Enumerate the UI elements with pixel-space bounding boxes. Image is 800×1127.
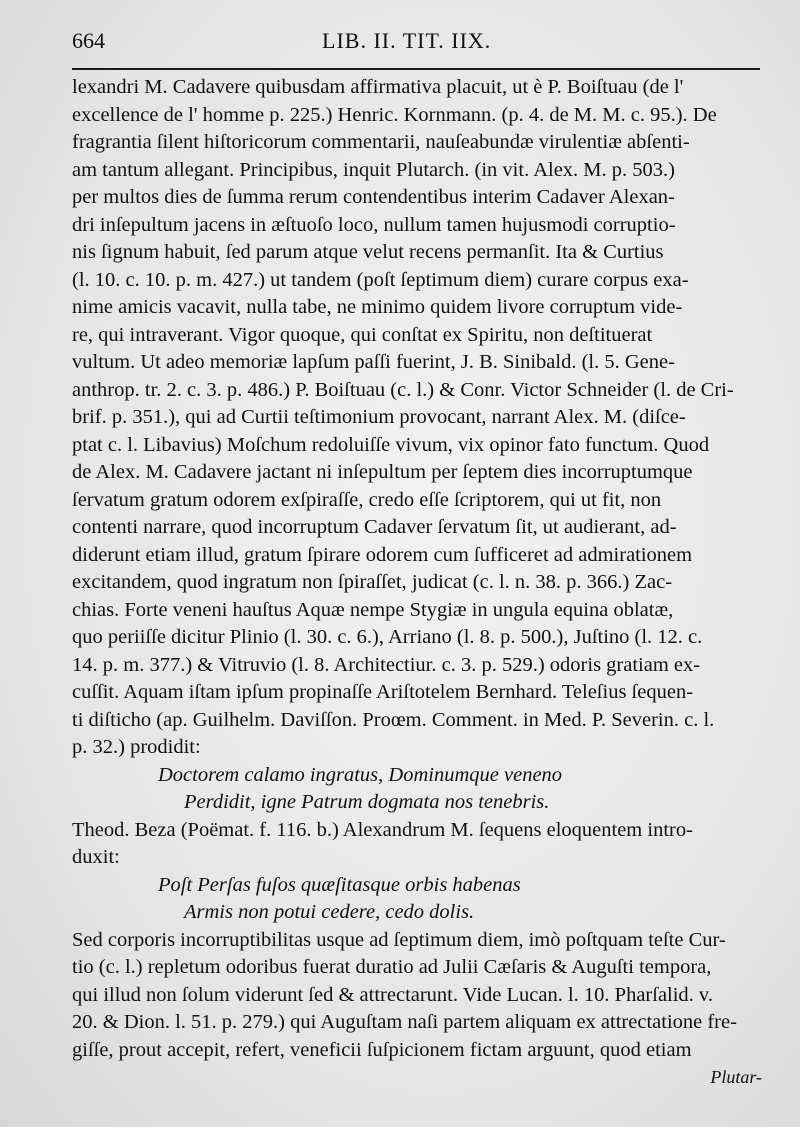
verse-line: Armis non potui cedere, cedo dolis. xyxy=(184,901,475,923)
text-line: contenti narrare, quod incorruptum Cadaver ſervatum ſit, ut audierant, ad- xyxy=(72,516,677,538)
text-line: de Alex. M. Cadavere jactant ni inſepultum per ſeptem dies incorruptumque xyxy=(72,461,693,483)
text-line: quo periiſſe dicitur Plinio (l. 30. c. 6.), Arriano (l. 8. p. 500.), Juſtino (l. 12. c. xyxy=(72,626,703,648)
text-line: ſervatum gratum odorem exſpiraſſe, credo eſſe ſcriptorem, qui ut fit, non xyxy=(72,488,662,511)
text-line: 20. & Dion. l. 51. p. 279.) qui Auguſtam naſi partem aliquam ex attrectatione fre- xyxy=(72,1011,737,1033)
verse-line: Doctorem calamo ingratus, Dominumque veneno xyxy=(158,763,563,786)
verse-line: Poſt Perſas fuſos quæſitasque orbis habenas xyxy=(158,873,521,896)
text-line: duxit: xyxy=(72,846,120,868)
text-line: anthrop. tr. 2. c. 3. p. 486.) P. Boiſtuau (c. l.) & Conr. Victor Schneider (l. de Cri- xyxy=(72,378,734,401)
text-line: tio (c. l.) repletum odoribus fuerat duratio ad Julii Cæſaris & Auguſti tempora, xyxy=(72,956,712,978)
text-line: (l. 10. c. 10. p. m. 427.) ut tandem (poſt ſeptimum diem) curare corpus exa- xyxy=(72,268,689,291)
text-line: chias. Forte veneni hauſtus Aquæ nempe Stygiæ in ungula equina oblatæ, xyxy=(72,598,674,621)
text-line: ti diſticho (ap. Guilhelm. Daviſſon. Proœm. Comment. in Med. P. Severin. c. l. xyxy=(72,708,715,731)
text-line: brif. p. 351.), qui ad Curtii teſtimonium provocant, narrant Alex. M. (diſce- xyxy=(72,406,686,428)
text-line: diderunt etiam illud, gratum ſpirare odorem cum ſufficeret ad admirationem xyxy=(72,543,693,566)
running-head: LIB. II. TIT. IIX. xyxy=(322,28,492,53)
page-number: 664 xyxy=(72,28,105,53)
text-line: p. 32.) prodidit: xyxy=(72,736,201,758)
text-line: nis ſignum habuit, ſed parum atque velut recens permanſit. Ita & Curtius xyxy=(72,241,664,263)
text-line: re, qui intraverant. Vigor quoque, qui conſtat ex Spiritu, non deſtituerat xyxy=(72,323,653,346)
text-line: Theod. Beza (Poëmat. f. 116. b.) Alexandrum M. ſequens eloquentem intro- xyxy=(72,818,693,841)
text-line: lexandri M. Cadavere quibusdam affirmativa placuit, ut è P. Boiſtuau (de l' xyxy=(72,76,684,98)
body-text xyxy=(72,74,766,1092)
text-line: fragrantia ſilent hiſtoricorum commentarii, nauſeabundæ virulentiæ abſenti- xyxy=(72,131,690,153)
text-line: Sed corporis incorruptibilitas usque ad ſeptimum diem, imò poſtquam teſte Cur- xyxy=(72,928,726,951)
verse-line: Perdidit, igne Patrum dogmata nos tenebris. xyxy=(184,791,550,813)
text-line: giſſe, prout accepit, refert, veneficii ſuſpicionem fictam arguunt, quod etiam xyxy=(72,1038,692,1061)
page-header xyxy=(72,28,760,70)
text-line: cuſſit. Aquam iſtam ipſum propinaſſe Ariſtotelem Bernhard. Teleſius ſequen- xyxy=(72,681,694,703)
text-line: 14. p. m. 377.) & Vitruvio (l. 8. Architectiur. c. 3. p. 529.) odoris gratiam ex- xyxy=(72,653,701,676)
text-line: per multos dies de ſumma rerum contendentibus interim Cadaver Alexan- xyxy=(72,186,675,208)
text-line: excitandem, quod ingratum non ſpiraſſet, judicat (c. l. n. 38. p. 366.) Zac- xyxy=(72,571,673,593)
text-line: nime amicis vacavit, nulla tabe, ne minimo quidem livore corruptum vide- xyxy=(72,296,683,318)
text-line: am tantum allegant. Principibus, inquit Plutarch. (in vit. Alex. M. p. 503.) xyxy=(72,158,675,181)
text-line: vultum. Ut adeo memoriæ lapſum paſſi fuerint, J. B. Sinibald. (l. 5. Gene- xyxy=(72,351,675,373)
text-line: dri inſepultum jacens in æſtuoſo loco, nullum tamen hujusmodi corruptio- xyxy=(72,213,676,236)
catchword: Plutar- xyxy=(710,1067,762,1087)
text-line: excellence de l' homme p. 225.) Henric. Kornmann. (p. 4. de M. M. c. 95.). De xyxy=(72,103,717,126)
text-line: qui illud non ſolum viderunt ſed & attrectarunt. Vide Lucan. l. 10. Pharſalid. v. xyxy=(72,983,713,1006)
text-line: ptat c. l. Libavius) Moſchum redoluiſſe vivum, vix opinor fato functum. Quod xyxy=(72,433,710,456)
